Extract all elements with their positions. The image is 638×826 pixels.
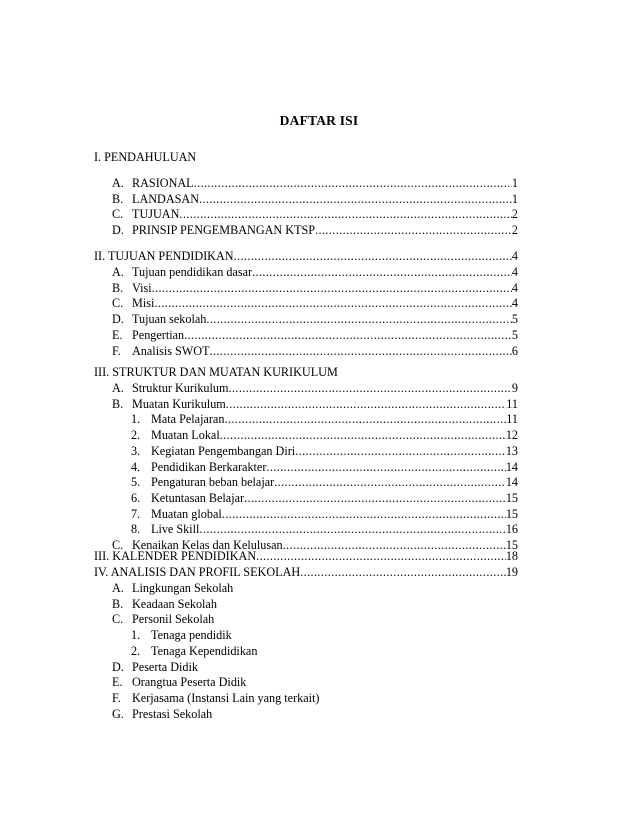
item-marker: 5. <box>131 475 141 490</box>
item-marker: 2. <box>131 643 141 658</box>
entry-label: Visi <box>132 280 152 295</box>
entry-label: Misi <box>132 296 155 311</box>
entry-label: Muatan Lokal <box>151 428 220 443</box>
entry-label: Muatan Kurikulum <box>132 396 226 411</box>
item-marker: A. <box>112 381 124 395</box>
toc-item <box>112 312 518 327</box>
section-heading <box>94 150 518 165</box>
section-heading <box>94 549 518 564</box>
page-number: 4 <box>511 249 518 263</box>
entry-label: Lingkungan Sekolah <box>132 581 234 595</box>
page-number: 2 <box>511 207 518 222</box>
item-marker: 7. <box>131 506 141 521</box>
entry-label: Ketuntasan Belajar <box>151 490 245 505</box>
entry-label: Prestasi Sekolah <box>132 706 213 721</box>
toc-item <box>112 597 518 612</box>
entry-label: I. PENDAHULUAN <box>94 150 197 164</box>
entry-label: Live Skill <box>151 522 200 537</box>
entry-label: Tujuan pendidikan dasar <box>132 265 253 279</box>
item-marker: C. <box>112 538 124 552</box>
page-number: 15 <box>505 538 518 552</box>
toc-subitem <box>131 412 518 427</box>
section-heading <box>94 249 518 264</box>
toc-item <box>112 328 518 343</box>
item-marker: 1. <box>131 628 141 643</box>
page-number: 12 <box>505 428 518 443</box>
page-number: 11 <box>506 396 518 411</box>
page-number: 14 <box>505 475 518 490</box>
page-number: 9 <box>511 381 518 395</box>
toc-subitem <box>131 628 518 643</box>
toc-subitem <box>131 644 518 659</box>
item-marker: G. <box>112 706 124 721</box>
entry-label: RASIONAL <box>132 176 194 190</box>
toc-item <box>112 612 518 627</box>
entry-label: II. TUJUAN PENDIDIKAN <box>94 249 234 263</box>
item-marker: B. <box>112 596 124 611</box>
entry-label: Tenaga Kependidikan <box>151 643 258 658</box>
item-marker: F. <box>112 690 121 705</box>
entry-label: III. STRUKTUR DAN MUATAN KURIKULUM <box>94 365 338 379</box>
entry-label: Pengaturan beban belajar <box>151 475 275 490</box>
item-marker: 3. <box>131 443 141 458</box>
dot-leader <box>228 381 511 396</box>
item-marker: C. <box>112 207 124 222</box>
section-heading <box>94 565 518 580</box>
entry-label: Personil Sekolah <box>132 612 215 627</box>
dot-leader <box>184 328 512 343</box>
entry-label: PRINSIP PENGEMBANGAN KTSP <box>132 223 316 238</box>
toc-item <box>112 296 518 311</box>
item-marker: D. <box>112 223 124 238</box>
page-number: 5 <box>511 312 518 327</box>
toc-item <box>112 265 518 280</box>
entry-label: Keadaan Sekolah <box>132 596 217 611</box>
dot-leader <box>315 223 512 238</box>
page-number: 1 <box>511 176 518 190</box>
page-number: 2 <box>511 223 518 238</box>
item-marker: C. <box>112 612 124 627</box>
dot-leader <box>234 249 512 264</box>
entry-label: Tujuan sekolah <box>132 312 207 327</box>
item-marker: 2. <box>131 428 141 443</box>
dot-leader <box>206 312 512 327</box>
toc-item <box>112 192 518 207</box>
item-marker: 4. <box>131 459 141 474</box>
dot-leader <box>152 281 512 296</box>
toc-subitem <box>131 491 518 506</box>
toc-item <box>112 691 518 706</box>
dot-leader <box>256 549 506 564</box>
item-marker: 1. <box>131 412 141 427</box>
dot-leader <box>199 192 512 207</box>
page-number: 13 <box>505 443 518 458</box>
dot-leader <box>210 344 512 359</box>
dot-leader <box>222 507 506 522</box>
toc-item <box>112 581 518 596</box>
page-number: 4 <box>511 280 518 295</box>
entry-label: III. KALENDER PENDIDIKAN <box>94 549 257 563</box>
entry-label: Struktur Kurikulum <box>132 381 229 395</box>
dot-leader <box>274 475 506 490</box>
entry-label: Pendidikan Berkarakter <box>151 459 267 474</box>
toc-item <box>112 207 518 222</box>
page-number: 16 <box>505 522 518 537</box>
entry-label: LANDASAN <box>132 191 200 206</box>
item-marker: B. <box>112 280 124 295</box>
page-title: DAFTAR ISI <box>279 113 359 128</box>
item-marker: E. <box>112 675 123 690</box>
page-number: 6 <box>511 343 518 358</box>
entry-label: IV. ANALISIS DAN PROFIL SEKOLAH <box>94 565 301 579</box>
item-marker: A. <box>112 581 124 595</box>
dot-leader <box>300 565 506 580</box>
item-marker: F. <box>112 343 121 358</box>
entry-label: Pengertian <box>132 327 185 342</box>
item-marker: A. <box>112 176 124 190</box>
toc-item <box>112 281 518 296</box>
toc-item <box>112 397 518 412</box>
dot-leader <box>179 207 512 222</box>
toc-item <box>112 344 518 359</box>
toc-item <box>112 223 518 238</box>
dot-leader <box>226 397 506 412</box>
page-number: 4 <box>511 265 518 279</box>
item-marker: E. <box>112 327 123 342</box>
item-marker: 8. <box>131 522 141 537</box>
dot-leader <box>295 444 506 459</box>
entry-label: Kenaikan Kelas dan Kelulusan <box>132 538 283 552</box>
entry-label: Mata Pelajaran <box>151 412 225 427</box>
section-heading <box>94 365 518 380</box>
dot-leader <box>154 296 512 311</box>
toc-item <box>112 381 518 396</box>
page-number: 19 <box>505 565 518 579</box>
dot-leader <box>244 491 506 506</box>
entry-label: Muatan global <box>151 506 222 521</box>
page-number: 5 <box>511 327 518 342</box>
item-marker: A. <box>112 265 124 279</box>
entry-label: Orangtua Peserta Didik <box>132 675 247 690</box>
item-marker: B. <box>112 396 124 411</box>
item-marker: D. <box>112 659 124 674</box>
dot-leader <box>220 428 506 443</box>
entry-label: Tenaga pendidik <box>151 628 232 643</box>
entry-label: Kerjasama (Instansi Lain yang terkait) <box>132 690 320 705</box>
toc-subitem <box>131 475 518 490</box>
toc-subitem <box>131 444 518 459</box>
toc-subitem <box>131 428 518 443</box>
toc-item <box>112 707 518 722</box>
toc-item <box>112 176 518 191</box>
entry-label: TUJUAN <box>132 207 180 222</box>
item-marker: 6. <box>131 490 141 505</box>
toc-item <box>112 675 518 690</box>
dot-leader <box>194 176 512 191</box>
toc-subitem <box>131 522 518 537</box>
page-number: 11 <box>506 412 518 427</box>
toc-subitem <box>131 460 518 475</box>
toc-subitem <box>131 507 518 522</box>
item-marker: D. <box>112 312 124 327</box>
dot-leader <box>224 412 506 427</box>
page-number: 15 <box>505 506 518 521</box>
page-number: 14 <box>505 459 518 474</box>
entry-label: Peserta Didik <box>132 659 199 674</box>
page-number: 1 <box>511 191 518 206</box>
dot-leader <box>199 522 505 537</box>
toc-item <box>112 660 518 675</box>
page-number: 4 <box>511 296 518 311</box>
item-marker: B. <box>112 191 124 206</box>
item-marker: C. <box>112 296 124 311</box>
page-number: 15 <box>505 490 518 505</box>
entry-label: Analisis SWOT <box>132 343 210 358</box>
entry-label: Kegiatan Pengembangan Diri <box>151 443 296 458</box>
dot-leader <box>266 460 505 475</box>
dot-leader <box>252 265 512 280</box>
page-number: 18 <box>505 549 518 563</box>
